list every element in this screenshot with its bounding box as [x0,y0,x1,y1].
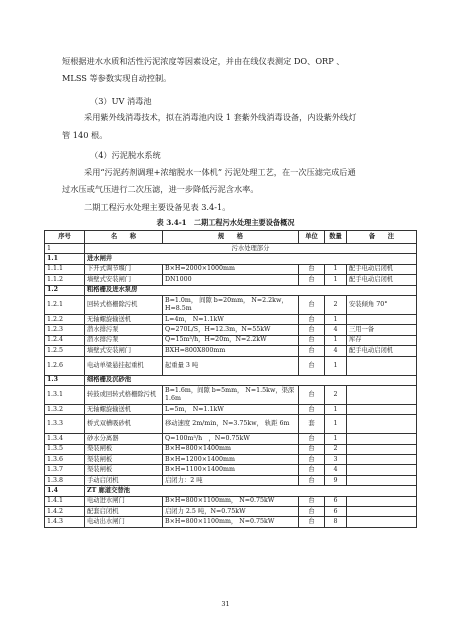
cell-unit: 台 [299,496,325,506]
table-row [45,325,417,335]
cell-no: 1.3.8 [45,475,85,485]
table-row [45,415,417,434]
cell-no: 1.2 [45,285,85,295]
table-row [45,285,417,295]
cell-qty: 1 [325,314,347,324]
cell-unit: 台 [299,455,325,465]
paragraph-line: 采用“污泥药剂调理+浓缩脱水一体机” 污泥处理工艺，在一次压滤完成后通 [84,167,356,177]
cell-spec: 启闭力：2 吨 [163,475,299,485]
cell-spec: B×H=800×1100mm， N=0.75kW [163,496,299,506]
header-qty: 数量 [325,231,347,244]
cell-qty: 9 [325,475,347,485]
cell-note [347,496,417,506]
header-no: 序号 [45,231,85,244]
cell-no: 1.2.1 [45,295,85,314]
paragraph-line: 管 140 根。 [62,130,108,140]
cell-name: 桥式双槽吸砂机 [85,415,163,434]
cell-no: 1.3.2 [45,404,85,414]
cell-note [347,356,417,375]
cell-qty: 2 [325,295,347,314]
cell-name: 回转式格栅除污机 [85,295,163,314]
cell-qty: 3 [325,455,347,465]
cell-qty: 4 [325,346,347,356]
cell-name: 无轴螺旋输送机 [85,314,163,324]
cell-no: 1.2.5 [45,346,85,356]
cell-qty: 6 [325,507,347,517]
cell-name: 转鼓或回转式格栅除污机 [85,385,163,404]
cell-name: 潜水排污泵 [85,325,163,335]
cell-name: 下开式调节堰门 [85,264,163,274]
cell-no: 1 [45,244,85,254]
table-body [45,244,417,528]
cell-note [347,415,417,434]
table-row [45,486,417,496]
cell-spec: 移动速度 2m/min，N=3.75kw， 轨距 6m [163,415,299,434]
cell-qty: 4 [325,325,347,335]
cell-note [347,314,417,324]
cell-note [347,517,417,527]
cell-name: 电动单梁悬挂起重机 [85,356,163,375]
cell-name: 渠装闸板 [85,444,163,454]
table-row [45,314,417,324]
equipment-table [44,230,417,528]
cell-no: 1.1.1 [45,264,85,274]
cell-no: 1.2.3 [45,325,85,335]
cell-note [347,507,417,517]
cell-qty: 2 [325,444,347,454]
cell-spec: 起重量 3 吨 [163,356,299,375]
cell-name: 潜水排污泵 [85,335,163,345]
cell-section-title: 粗格栅及进水泵房 [85,285,417,295]
cell-no: 1.3.1 [45,385,85,404]
cell-unit: 套 [299,415,325,434]
cell-note: 配手电动启闭机 [347,264,417,274]
cell-note: 库存 [347,335,417,345]
table-header-row [45,231,417,244]
cell-unit: 台 [299,475,325,485]
header-note: 备 注 [347,231,417,244]
section-heading: （3）UV 消毒池 [90,96,152,106]
cell-note: 配手电动启闭机 [347,275,417,285]
cell-no: 1.4 [45,486,85,496]
table-row [45,496,417,506]
table-row [45,434,417,444]
cell-unit: 台 [299,444,325,454]
table-row [45,356,417,375]
cell-name: 墙壁式安装闸门 [85,275,163,285]
cell-no: 1.4.2 [45,507,85,517]
cell-no: 1.3 [45,375,85,385]
page-number: 31 [221,600,230,608]
cell-spec: Q=270L/S，H=12.3m，N=55kW [163,325,299,335]
cell-unit: 台 [299,335,325,345]
cell-unit: 台 [299,404,325,414]
cell-name: 无轴螺旋输送机 [85,404,163,414]
cell-spec: BXH=800X800mm [163,346,299,356]
cell-spec: Q=15m³/h，H=20m，N=2.2kW [163,335,299,345]
table-row [45,254,417,264]
cell-no: 1.2.6 [45,356,85,375]
table-row [45,275,417,285]
table-row [45,404,417,414]
cell-no: 1.3.3 [45,415,85,434]
cell-no: 1.4.1 [45,496,85,506]
cell-unit: 台 [299,507,325,517]
cell-spec: 启闭力 2.5 吨，N=0.75kW [163,507,299,517]
cell-spec: L=4m， N=1.1kW [163,314,299,324]
cell-name: 砂水分离器 [85,434,163,444]
header-spec: 规 格 [163,231,299,244]
table-row [45,385,417,404]
cell-unit: 台 [299,295,325,314]
cell-qty: 8 [325,517,347,527]
cell-note [347,465,417,475]
table-row [45,455,417,465]
paragraph-line: 采用紫外线消毒技术，拟在消毒池内设 1 套紫外线消毒设备，内设紫外线灯 [84,112,357,122]
cell-unit: 台 [299,385,325,404]
cell-note [347,434,417,444]
cell-section-title: 进水闸井 [85,254,417,264]
cell-qty: 4 [325,465,347,475]
cell-spec: B×H=1200×1400mm [163,455,299,465]
cell-note [347,404,417,414]
cell-no: 1.3.7 [45,465,85,475]
cell-qty: 1 [325,434,347,444]
cell-spec: B×H=800×1100mm， N=0.75kW [163,517,299,527]
cell-qty: 1 [325,404,347,414]
cell-qty: 2 [325,385,347,404]
cell-unit: 台 [299,356,325,375]
cell-name: 电动出水闸门 [85,517,163,527]
cell-spec: B×H=1100×1400mm [163,465,299,475]
cell-no: 1.1 [45,254,85,264]
cell-no: 1.2.4 [45,335,85,345]
cell-unit: 台 [299,434,325,444]
cell-qty: 1 [325,356,347,375]
cell-spec: B×H=800×1400mm [163,444,299,454]
cell-spec: L=5m， N=1.1kW [163,404,299,414]
cell-unit: 台 [299,325,325,335]
cell-no: 1.1.2 [45,275,85,285]
paragraph-line: MLSS 等参数实现自动控制。 [62,73,172,83]
cell-qty: 1 [325,264,347,274]
cell-unit: 台 [299,314,325,324]
cell-qty: 1 [325,335,347,345]
table-row [45,375,417,385]
paragraph-line: 短根据进水水质和活性污泥浓度等因素设定，并由在线仪表测定 DO、ORP 、 [62,56,345,66]
cell-spec: B=1.0m， 间隙 b=20mm， N=2.2kw，H=8.5m [163,295,299,314]
cell-name: 配套启闭机 [85,507,163,517]
cell-note: 三用一备 [347,325,417,335]
cell-name: 电动进水闸门 [85,496,163,506]
cell-section-title: 细格栅及沉砂池 [85,375,417,385]
cell-name: 渠装闸板 [85,465,163,475]
cell-note [347,475,417,485]
cell-note [347,455,417,465]
cell-spec: Q=100m³/h ，N=0.75kW [163,434,299,444]
cell-name: 手动启闭机 [85,475,163,485]
header-name: 名 称 [85,231,163,244]
cell-no: 1.2.2 [45,314,85,324]
paragraph-line: 过水压或气压进行二次压滤，进一步降低污泥含水率。 [62,184,259,194]
table-row [45,244,417,254]
cell-no: 1.4.3 [45,517,85,527]
cell-name: 墙壁式安装闸门 [85,346,163,356]
cell-name: 渠装闸板 [85,455,163,465]
cell-no: 1.3.5 [45,444,85,454]
cell-unit: 台 [299,264,325,274]
table-row [45,517,417,527]
header-unit: 单位 [299,231,325,244]
table-row [45,465,417,475]
cell-no: 1.3.4 [45,434,85,444]
cell-section-title: 污水处理部分 [85,244,417,254]
cell-unit: 台 [299,275,325,285]
table-row [45,346,417,356]
cell-no: 1.3.6 [45,455,85,465]
cell-section-title: ZT 廊道交替池 [85,486,417,496]
cell-note [347,444,417,454]
table-row [45,264,417,274]
cell-spec: DN1000 [163,275,299,285]
cell-unit: 台 [299,517,325,527]
table-row [45,475,417,485]
cell-qty: 1 [325,275,347,285]
cell-unit: 台 [299,465,325,475]
paragraph-line: 二期工程污水处理主要设备见表 3.4-1。 [84,202,231,212]
cell-note: 配手电动启闭机 [347,346,417,356]
cell-unit: 台 [299,346,325,356]
cell-note [347,385,417,404]
table-row [45,335,417,345]
cell-qty: 6 [325,496,347,506]
table-row [45,444,417,454]
table-row [45,507,417,517]
table-caption: 表 3.4-1 二期工程污水处理主要设备概况 [156,218,295,227]
table-row [45,295,417,314]
cell-note: 安装倾角 70° [347,295,417,314]
cell-spec: B=1.6m，间隙 b=5mm， N=1.5kw，渠深 1.6m [163,385,299,404]
section-heading: （4）污泥脱水系统 [90,150,161,160]
cell-qty: 1 [325,415,347,434]
cell-spec: B×H=2000×1000mm [163,264,299,274]
